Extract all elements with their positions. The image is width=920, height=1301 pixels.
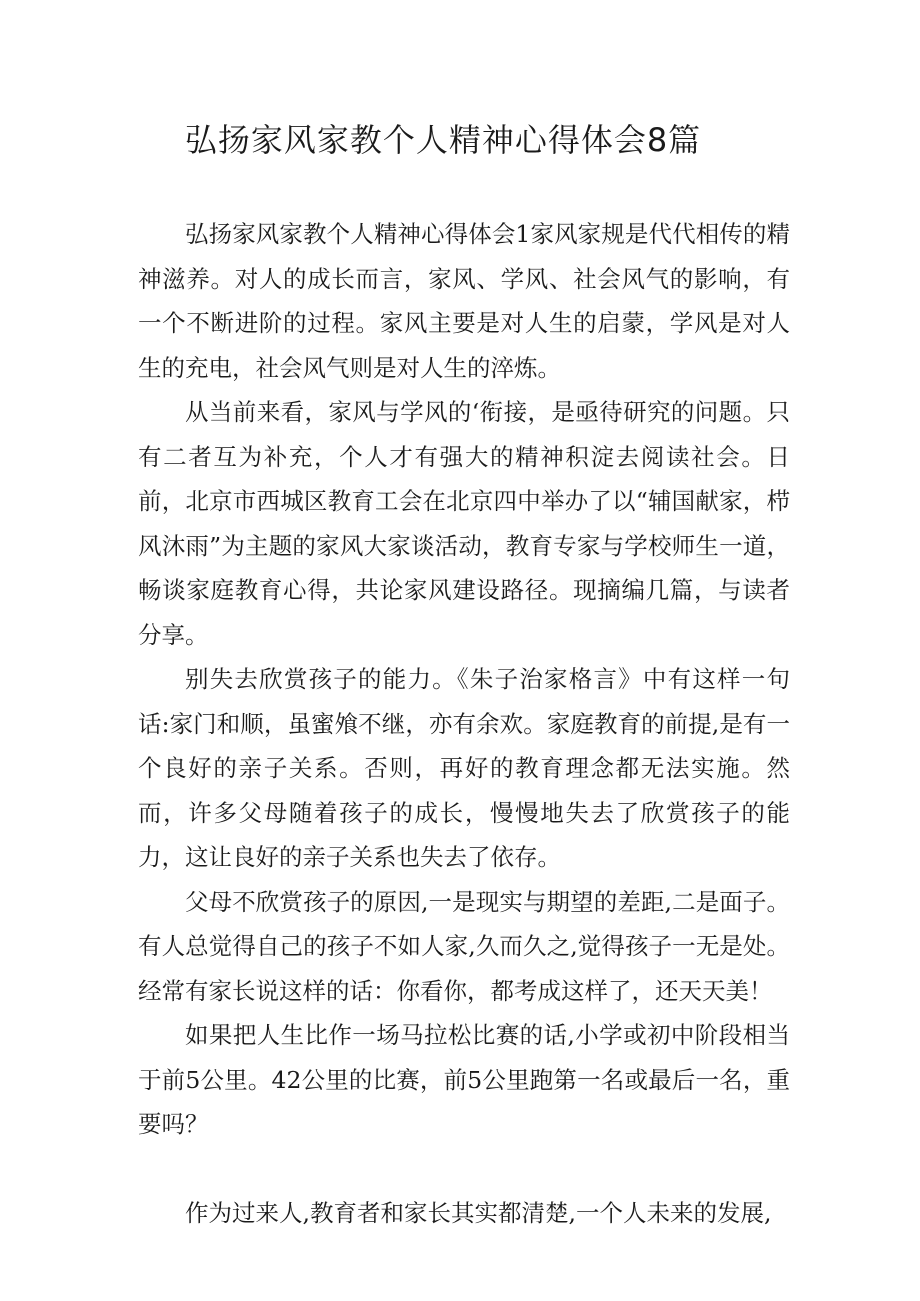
paragraph-6: 作为过来人,教育者和家长其实都清楚,一个人未来的发展, [185, 1198, 772, 1227]
document-title: 弘扬家风家教个人精神心得体会8篇 [184, 121, 702, 159]
paragraph-1: 弘扬家风家教个人精神心得体会1家风家规是代代相传的精神滋养。对人的成长而言，家风、学风、社会风气的影响，有一个不断进阶的过程。家风主要是对人生的启蒙，学风是对人生的充电，社会风气则是对人生的淬炼。 [138, 220, 790, 382]
paragraph-2: 从当前来看，家风与学风的‘衔接，是亟待研究的问题。只有二者互为补充，个人才有强大的精神积淀去阅读社会。日前，北京市西城区教育工会在北京四中举办了以“辅国献家，栉风沐雨”为主题的家风大家谈活动，教育专家与学校师生一道，畅谈家庭教育心得，共论家风建设路径。现摘编几篇，与读者分享。 [138, 398, 790, 649]
document-body [138, 212, 790, 1235]
paragraph-3: 别失去欣赏孩子的能力。《朱子治家格言》中有这样一句话:家门和顺，虽蜜飧不继，亦有余欢。家庭教育的前提,是有一个良好的亲子关系。否则，再好的教育理念都无法实施。然而，许多父母随着孩子的成长，慢慢地失去了欣赏孩子的能力，这让良好的亲子关系也失去了依存。 [138, 665, 790, 871]
paragraph-4: 父母不欣赏孩子的原因,一是现实与期望的差距,二是面子。有人总觉得自己的孩子不如人家,久而久之,觉得孩子一无是处。经常有家长说这样的话：你看你，都考成这样了，还天天美！ [138, 887, 790, 1005]
paragraph-5: 如果把人生比作一场马拉松比赛的话,小学或初中阶段相当于前5公里。42公里的比赛，前5公里跑第一名或最后一名，重要吗？ [138, 1021, 790, 1138]
